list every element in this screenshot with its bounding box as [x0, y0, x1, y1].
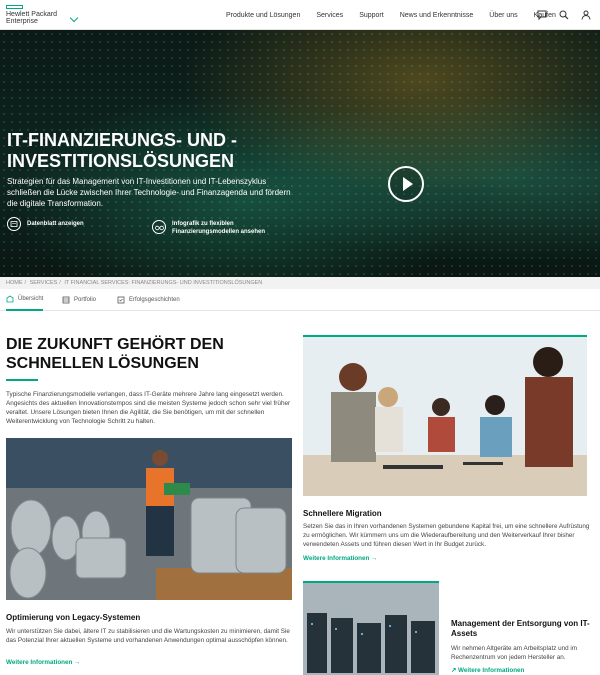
nav-about[interactable]: Über uns	[489, 11, 518, 19]
hpe-logo[interactable]	[6, 5, 86, 25]
disposal-more-info-label: Weitere Informationen	[458, 667, 525, 674]
play-video-button[interactable]	[388, 166, 424, 202]
datacenter-servers-image	[303, 581, 439, 675]
main-nav	[226, 0, 572, 30]
tab-success-stories[interactable]	[117, 289, 180, 311]
hero-banner	[0, 30, 600, 277]
migration-card-title: Schnellere Migration	[303, 509, 382, 518]
datasheet-link-label: Datenblatt anzeigen	[27, 221, 84, 227]
heading-accent-rule	[6, 379, 38, 381]
tab-success-stories-label: Erfolgsgeschichten	[129, 297, 180, 303]
chat-icon[interactable]	[536, 9, 548, 21]
legacy-more-info-link[interactable]	[6, 659, 80, 666]
breadcrumb: HOME / SERVICES / IT FINANCIAL SERVICES: FINANZIERUNGS- UND INVESTITIONSLÖSUNGEN	[0, 277, 600, 289]
section-heading: DIE ZUKUNFT GEHÖRT DEN SCHNELLEN LÖSUNGEN	[6, 336, 224, 372]
logo-element-icon	[6, 5, 23, 9]
play-icon	[403, 177, 413, 191]
factory-worker-image	[6, 438, 292, 600]
breadcrumb-home[interactable]: HOME	[6, 280, 23, 286]
migration-more-info-label: Weitere Informationen	[303, 555, 370, 562]
document-icon	[7, 217, 21, 231]
disposal-more-info-link[interactable]	[451, 667, 524, 674]
chevron-down-icon[interactable]	[70, 14, 78, 22]
legacy-more-info-label: Weitere Informationen	[6, 659, 73, 666]
hero-title: IT-FINANZIERUNGS- UND -INVESTITIONSLÖSUNGEN	[7, 130, 237, 171]
portfolio-icon	[62, 296, 70, 304]
nav-services[interactable]: Services	[316, 11, 344, 19]
migration-card-body: Setzen Sie das in Ihren vorhandenen Systemen gebundene Kapital frei, um eine schnellere Aufrüstung zu ermöglichen. Wir kümmern uns um die Wiederaufbereitung und den Weiterverkauf Ihrer bisher verwendeten Assets und führen diesen Wert in Ihr Budget zurück.	[303, 523, 590, 548]
arrow-right-icon: →	[74, 659, 81, 666]
logo-text-line2: Enterprise	[6, 18, 38, 25]
disposal-card-body: Wir nehmen Altgeräte am Arbeitsplatz und im Rechenzentrum von jedem Hersteller an.	[451, 645, 577, 661]
user-icon[interactable]	[580, 9, 592, 21]
hero-description: Strategien für das Management von IT-Investitionen und IT-Lebenszyklus schließen die Lücke zwischen Ihrer Technologie- und Finanzagenda und fördern die digitale Transformation.	[7, 177, 291, 208]
datasheet-link[interactable]	[7, 220, 84, 231]
nav-support[interactable]: Support	[359, 11, 384, 19]
tab-overview-label: Übersicht	[18, 296, 44, 302]
disposal-card-title: Management der Entsorgung von IT-Assets	[451, 619, 590, 638]
logo-text-line1: Hewlett Packard	[6, 11, 57, 18]
arrow-right-icon: →	[371, 555, 378, 562]
binoculars-icon	[152, 220, 166, 234]
external-link-icon: ↗	[451, 667, 457, 674]
section-intro: Typische Finanzierungsmodelle verlangen, dass IT-Geräte mehrere Jahre lang eingesetzt werden. Angesichts des aktuellen Innovationstempos sind die meisten Systeme jedoch schon sehr viel früher veraltet. Unsere Lösungen bieten Ihnen die Agilität, die Sie benötigen, um mit der schnellen Weiterentwicklung von Technologie Schritt zu halten.	[6, 391, 291, 425]
infographic-link[interactable]	[152, 220, 282, 236]
nav-buy[interactable]: Kaufen	[533, 11, 556, 19]
business-meeting-image	[303, 335, 587, 496]
tab-portfolio-label: Portfolio	[74, 297, 97, 303]
tab-portfolio[interactable]	[62, 289, 96, 311]
infographic-link-label: Infografik zu flexiblen Finanzierungsmodellen ansehen	[172, 221, 266, 235]
legacy-card-body: Wir unterstützen Sie dabei, ältere IT zu stabilisieren und die Wartungskosten zu minimieren, damit Sie das Potenzial Ihrer aktuellen Systeme und vorhandenen Anwendungen optimal ausschöpfen können.	[6, 628, 290, 644]
overview-icon	[6, 295, 14, 303]
legacy-card-title: Optimierung von Legacy-Systemen	[6, 613, 141, 622]
stories-icon	[117, 296, 125, 304]
header-icons	[526, 0, 592, 30]
search-icon[interactable]	[558, 9, 570, 21]
breadcrumb-current: IT FINANCIAL SERVICES: FINANZIERUNGS- UND INVESTITIONSLÖSUNGEN	[64, 280, 263, 286]
nav-news[interactable]: News und Erkenntnisse	[399, 11, 474, 19]
tab-overview[interactable]	[6, 289, 43, 311]
nav-products[interactable]: Produkte und Lösungen	[226, 11, 301, 19]
breadcrumb-services[interactable]: SERVICES	[29, 280, 58, 286]
migration-more-info-link[interactable]	[303, 555, 377, 562]
site-header	[0, 0, 600, 30]
page-tabs	[0, 289, 600, 311]
